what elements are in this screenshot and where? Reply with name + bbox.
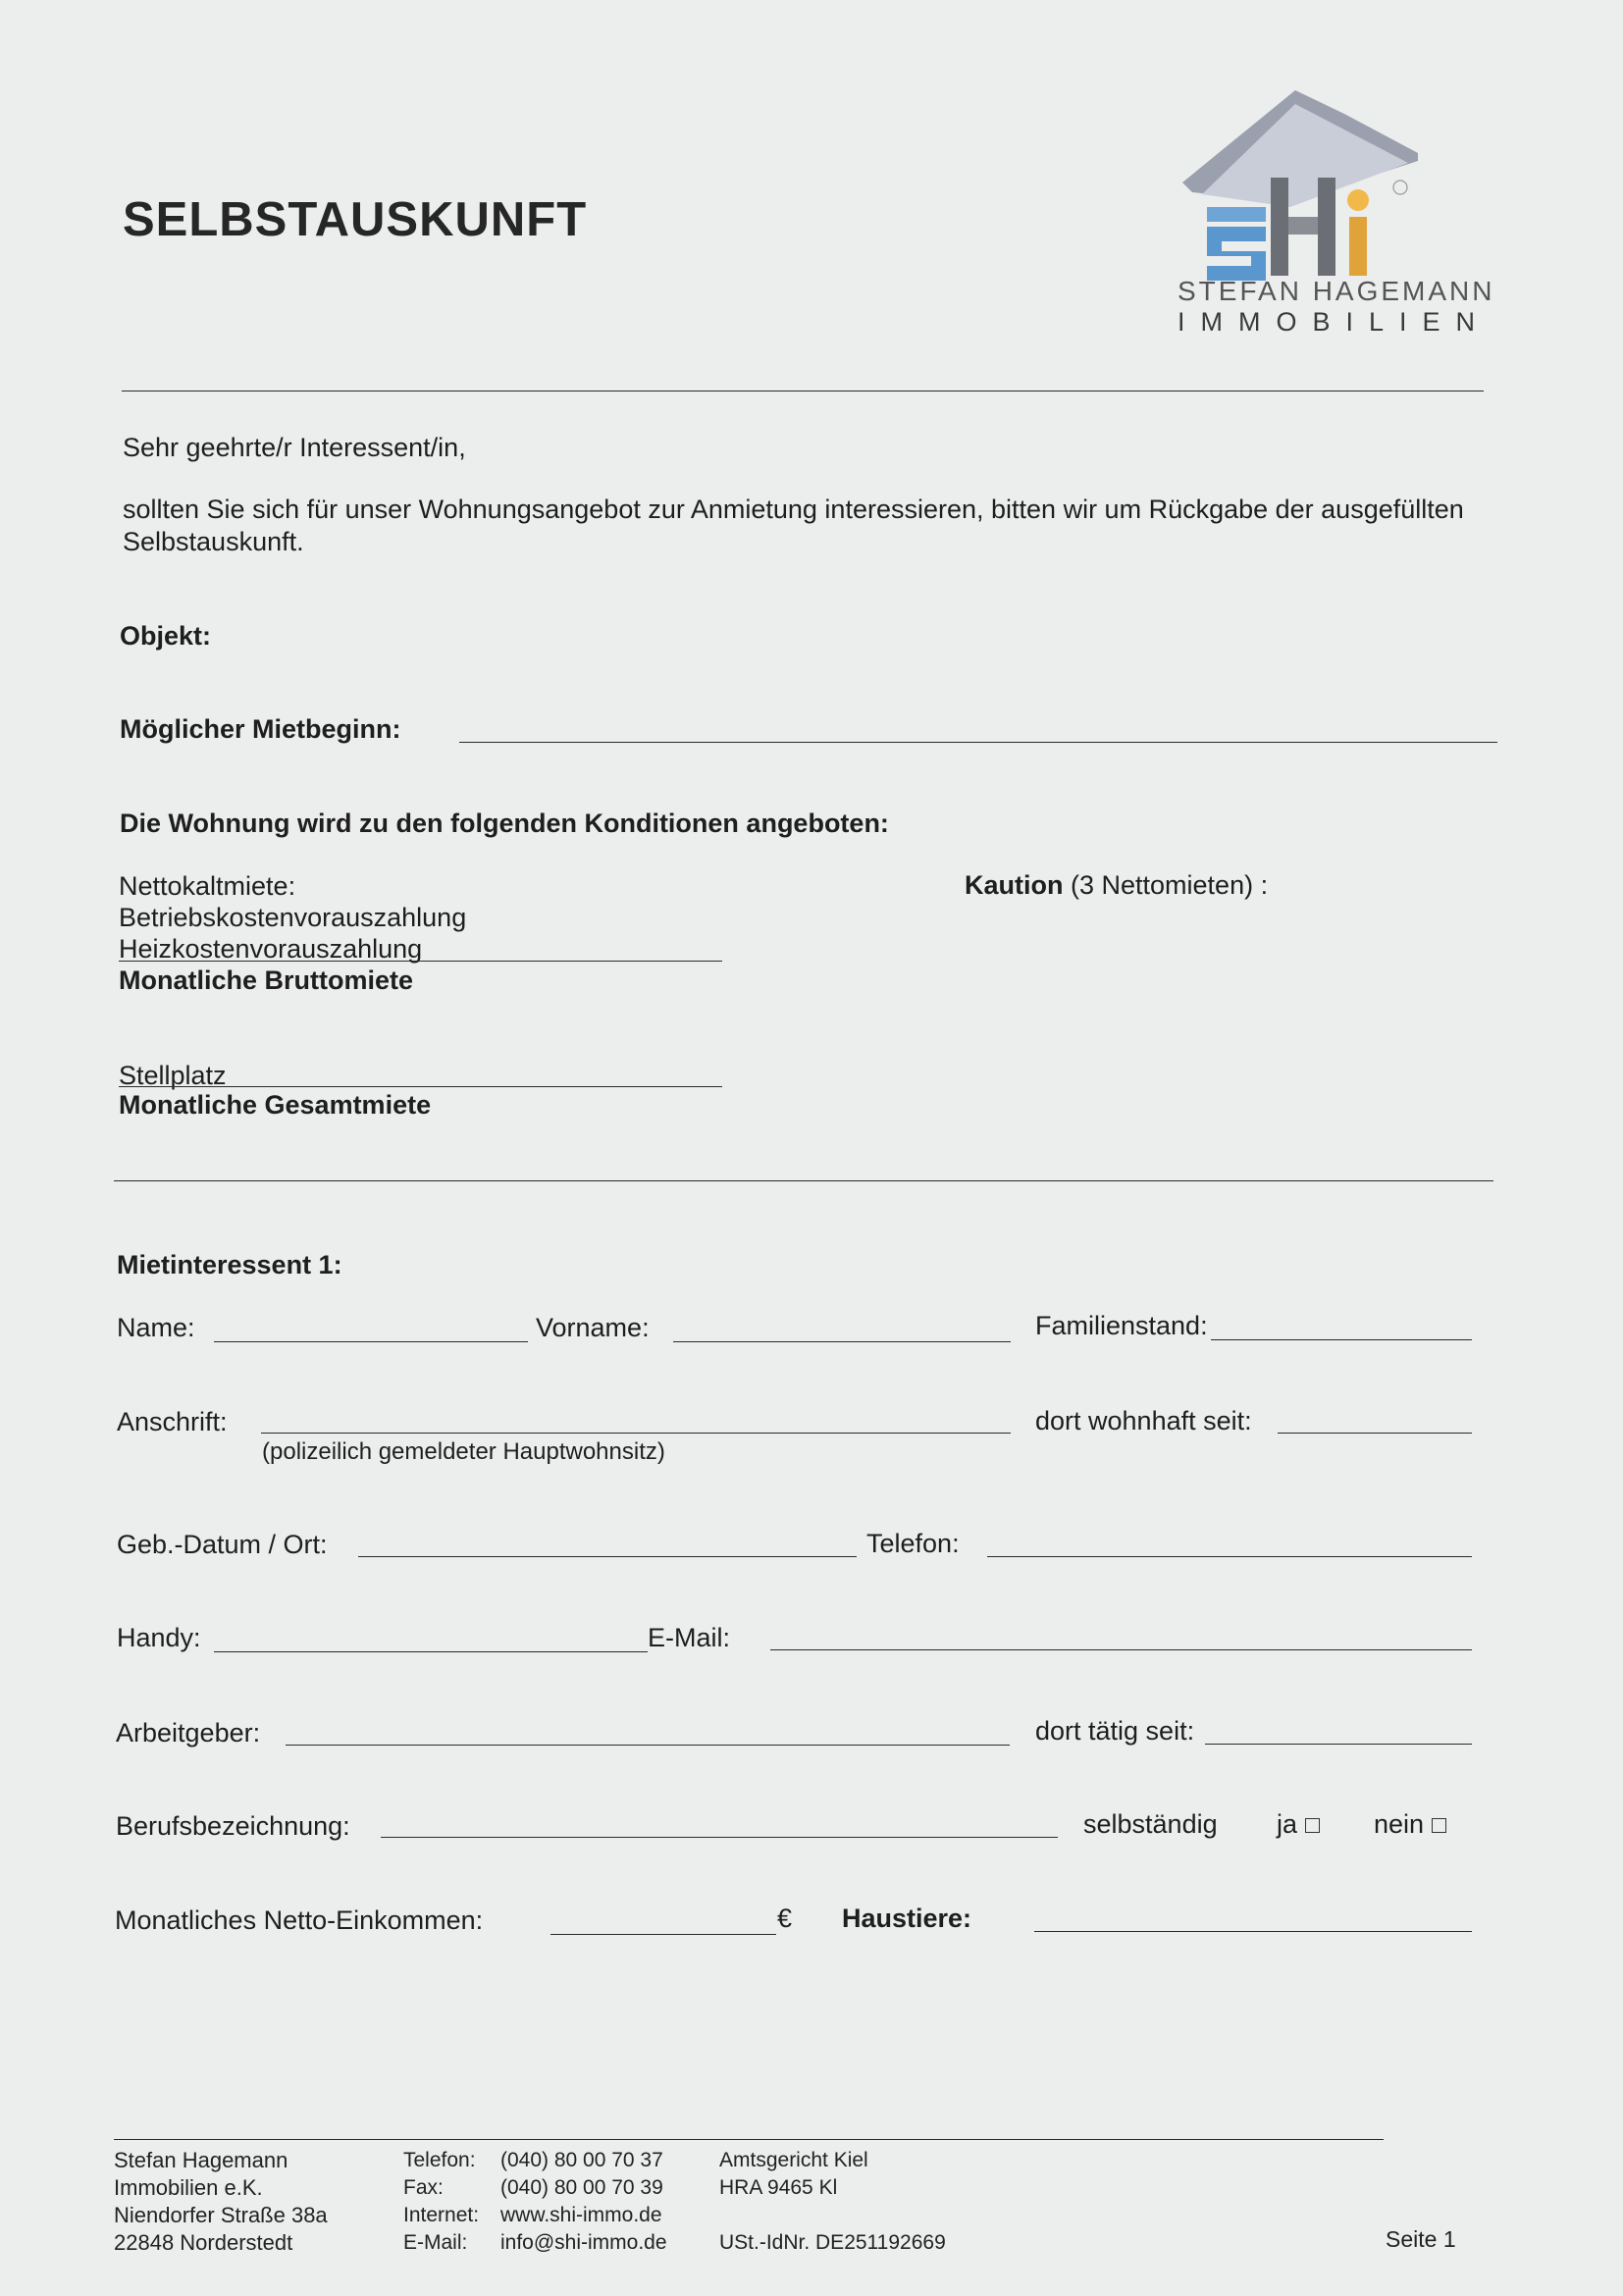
footer-register — [719, 2147, 946, 2257]
nettokaltmiete-label: Nettokaltmiete: — [119, 871, 296, 901]
name-label: Name: — [117, 1313, 195, 1342]
geb-datum-label: Geb.-Datum / Ort: — [117, 1530, 328, 1559]
page-number: Seite 1 — [1386, 2226, 1456, 2252]
familienstand-label: Familienstand: — [1035, 1311, 1208, 1340]
footer-register-spacer — [719, 2202, 946, 2229]
ja-checkbox[interactable] — [1305, 1818, 1320, 1833]
footer-divider — [114, 2139, 1384, 2140]
nein-checkbox[interactable] — [1432, 1818, 1446, 1833]
geb-datum-field[interactable] — [358, 1556, 857, 1557]
haustiere-label: Haustiere: — [842, 1904, 972, 1933]
selbstaendig-label: selbständig — [1083, 1809, 1218, 1839]
email-field[interactable] — [770, 1649, 1472, 1650]
einkommen-field[interactable] — [550, 1934, 776, 1935]
footer-contact-label: Telefon: — [403, 2149, 476, 2171]
stellplatz-underline — [119, 1086, 722, 1087]
objekt-label: Objekt: — [120, 621, 212, 651]
footer-contact-label: Internet: — [403, 2204, 480, 2226]
heizkosten-underline — [119, 961, 722, 962]
kaution-label-rest: (3 Nettomieten) : — [1063, 870, 1269, 900]
footer-contact-labels — [403, 2147, 479, 2257]
brand-name-line1: STEFAN HAGEMANN — [1178, 276, 1495, 306]
anschrift-hint: (polizeilich gemeldeter Hauptwohnsitz) — [262, 1438, 665, 1465]
intro-text-line1: sollten Sie sich für unser Wohnungsangebot zur Anmietung interessieren, bitten wir um Rückgabe der ausgefüllten — [123, 495, 1464, 524]
footer-company-line: 22848 Norderstedt — [114, 2230, 293, 2255]
arbeitgeber-label: Arbeitgeber: — [116, 1718, 261, 1748]
mietbeginn-label: Möglicher Mietbeginn: — [120, 714, 401, 744]
wohnhaft-seit-label: dort wohnhaft seit: — [1035, 1406, 1252, 1435]
nein-label: nein — [1374, 1809, 1425, 1839]
stellplatz-label: Stellplatz — [119, 1061, 227, 1090]
email-label: E-Mail: — [648, 1623, 731, 1652]
kaution-label — [965, 869, 1268, 901]
vorname-field[interactable] — [673, 1341, 1011, 1342]
mietbeginn-field[interactable] — [459, 742, 1497, 743]
footer-contact-label: Fax: — [403, 2176, 444, 2199]
handy-label: Handy: — [117, 1623, 201, 1652]
arbeitgeber-field[interactable] — [286, 1745, 1010, 1746]
telefon-label: Telefon: — [866, 1529, 960, 1558]
familienstand-field[interactable] — [1211, 1339, 1472, 1340]
handy-field[interactable] — [214, 1651, 648, 1652]
greeting-text: Sehr geehrte/r Interessent/in, — [123, 433, 466, 462]
footer-phone: (040) 80 00 70 37 — [500, 2149, 663, 2171]
betriebskosten-label: Betriebskostenvorauszahlung — [119, 903, 467, 932]
einkommen-label: Monatliches Netto-Einkommen: — [115, 1905, 484, 1935]
gesamtmiete-label: Monatliche Gesamtmiete — [119, 1090, 432, 1120]
name-field[interactable] — [214, 1341, 528, 1342]
taetig-seit-label: dort tätig seit: — [1035, 1716, 1195, 1746]
kaution-label-bold: Kaution — [965, 870, 1064, 900]
footer-contact-values — [500, 2147, 667, 2257]
page-title: SELBSTAUSKUNFT — [123, 193, 588, 246]
anschrift-label: Anschrift: — [117, 1407, 228, 1436]
ja-label: ja — [1277, 1809, 1298, 1839]
footer-company-line: Immobilien e.K. — [114, 2175, 263, 2200]
vorname-label: Vorname: — [536, 1313, 650, 1342]
footer-company-line: Niendorfer Straße 38a — [114, 2203, 328, 2227]
footer-website-link[interactable]: www.shi-immo.de — [500, 2204, 662, 2226]
beruf-field[interactable] — [381, 1837, 1058, 1838]
section-divider — [114, 1180, 1493, 1181]
footer-fax: (040) 80 00 70 39 — [500, 2176, 663, 2199]
footer-company — [114, 2147, 328, 2257]
haustiere-field[interactable] — [1034, 1931, 1472, 1932]
footer-register-line: HRA 9465 Kl — [719, 2176, 838, 2199]
telefon-field[interactable] — [987, 1556, 1472, 1557]
footer-register-line: Amtsgericht Kiel — [719, 2149, 868, 2171]
euro-symbol: € — [777, 1904, 793, 1933]
mietinteressent-heading: Mietinteressent 1: — [117, 1250, 342, 1279]
footer-register-line: USt.-IdNr. DE251192669 — [719, 2231, 946, 2254]
nein-option — [1374, 1808, 1446, 1840]
taetig-seit-field[interactable] — [1205, 1744, 1472, 1745]
intro-text-line2: Selbstauskunft. — [123, 527, 304, 556]
footer-contact-label: E-Mail: — [403, 2231, 468, 2254]
heizkosten-label: Heizkostenvorauszahlung — [119, 934, 423, 964]
konditionen-heading: Die Wohnung wird zu den folgenden Konditionen angeboten: — [120, 809, 889, 838]
beruf-label: Berufsbezeichnung: — [116, 1811, 350, 1841]
brand-name-line2: IMMOBILIEN — [1178, 307, 1492, 337]
bruttomiete-label: Monatliche Bruttomiete — [119, 965, 414, 995]
ja-option — [1277, 1808, 1320, 1840]
anschrift-field[interactable] — [261, 1433, 1011, 1434]
wohnhaft-seit-field[interactable] — [1278, 1433, 1472, 1434]
footer-company-line: Stefan Hagemann — [114, 2148, 288, 2172]
footer-email-link[interactable]: info@shi-immo.de — [500, 2231, 667, 2254]
